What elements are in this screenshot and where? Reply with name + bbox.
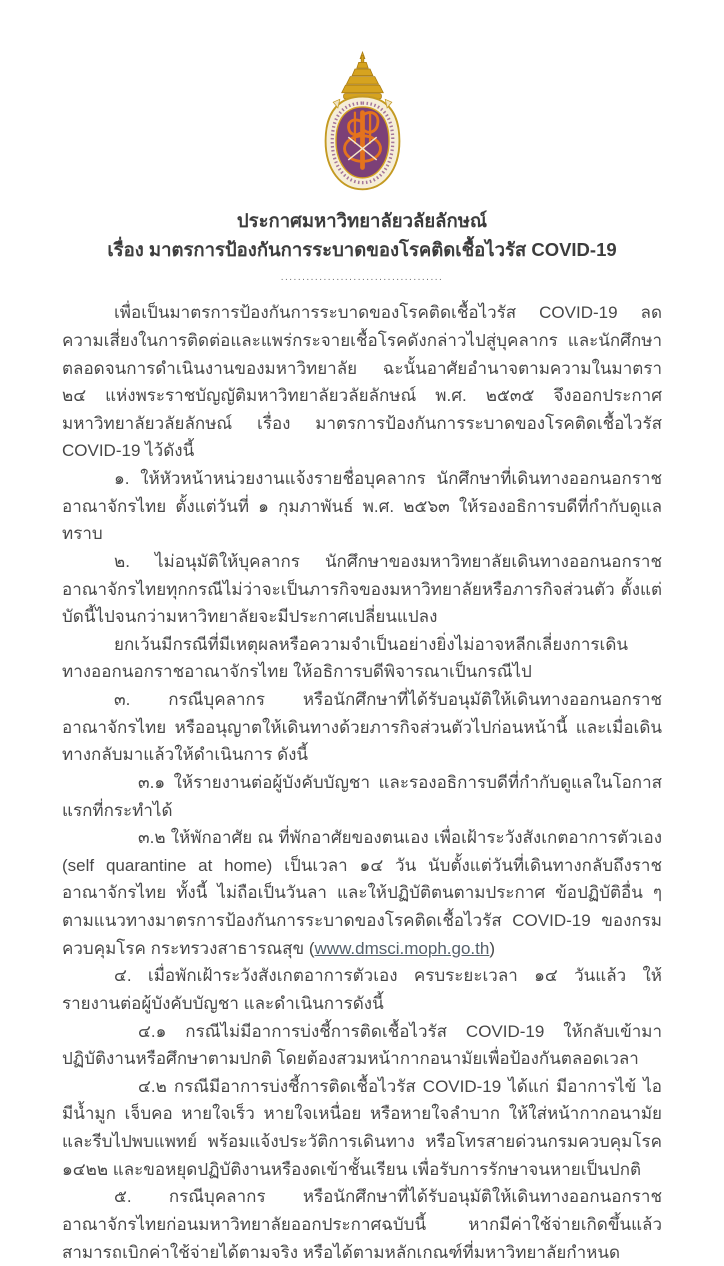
clause-2: ๒. ไม่อนุมัติให้บุคลากร นักศึกษาของมหาวิทยาลัยเดินทางออกนอกราชอาณาจักรไทยทุกกรณีไม่ว่าจะเป็นภารกิจของมหาวิทยาลัยหรือภารกิจส่วนตัว ตั้งแต่บัดนี้ไปจนกว่ามหาวิทยาลัยจะมีประกาศเปลี่ยนแปลง	[62, 551, 662, 627]
announcement-body	[62, 299, 662, 1266]
clause-4-1: ๔.๑ กรณีไม่มีอาการบ่งชี้การติดเชื้อไวรัส COVID-19 ให้กลับเข้ามาปฏิบัติงานหรือศึกษาตามปกติ โดยต้องสวมหน้ากากอนามัยเพื่อป้องกันตลอดเวลา	[62, 1021, 662, 1069]
announcement-title: ประกาศมหาวิทยาลัยวลัยลักษณ์	[236, 210, 488, 231]
moph-website-link[interactable]: www.dmsci.moph.go.th	[314, 938, 490, 958]
clause-1: ๑. ให้หัวหน้าหน่วยงานแจ้งรายชื่อบุคลากร นักศึกษาที่เดินทางออกนอกราชอาณาจักรไทย ตั้งแต่วันที่ ๑ กุมภาพันธ์ พ.ศ. ๒๕๖๓ ให้รองอธิการบดีที่กำกับดูแลทราบ	[62, 469, 662, 544]
crown-spire-icon	[341, 52, 383, 99]
clause-2-exception: ยกเว้นมีกรณีที่มีเหตุผลหรือความจำเป็นอย่างยิ่งไม่อาจหลีกเลี่ยงการเดินทางออกนอกราชอาณาจักรไทย ให้อธิการบดีพิจารณาเป็นกรณีไป	[62, 634, 629, 682]
clause-3-2	[62, 824, 662, 962]
document-header	[62, 52, 662, 199]
clause-3: ๓. กรณีบุคลากร หรือนักศึกษาที่ได้รับอนุมัติให้เดินทางออกนอกราชอาณาจักรไทย หรืออนุญาตให้เดินทางด้วยภารกิจส่วนตัวไปก่อนหน้านี้ และเมื่อเดินทางกลับมาแล้วให้ดำเนินการ ดังนี้	[62, 690, 662, 765]
clause-4: ๔. เมื่อพักเฝ้าระวังสังเกตอาการตัวเอง ครบระยะเวลา ๑๔ วันแล้ว ให้รายงานต่อผู้บังคับบัญชา และดำเนินการดังนี้	[62, 966, 662, 1013]
clause-3-2-text: ๓.๒ ให้พักอาศัย ณ ที่พักอาศัยของตนเอง เพื่อเฝ้าระวังสังเกตอาการตัวเอง (self quarantine at home) เป็นเวลา ๑๔ วัน นับตั้งแต่วันที่เดินทางกลับถึงราชอาณาจักรไทย ทั้งนี้ ไม่ถือเป็นวันลา และให้ปฏิบัติตนตามประกาศ ข้อปฏิบัติอื่น ๆ ตามแนวทางมาตรการป้องกันการระบาดของโรคติดเชื้อไวรัส COVID-19 ของกรมควบคุมโรค กระทรวงสาธารณสุข (	[62, 828, 662, 958]
clause-3-2-text-end: )	[489, 938, 495, 958]
announcement-subject: เรื่อง มาตรการป้องกันการระบาดของโรคติดเชื้อไวรัส COVID-19	[107, 238, 617, 260]
clause-4-2: ๔.๒ กรณีมีอาการบ่งชี้การติดเชื้อไวรัส COVID-19 ได้แก่ มีอาการไข้ ไอ มีน้ำมูก เจ็บคอ หายใจเร็ว หายใจเหนื่อย หรือหายใจลำบาก ให้ใส่หน้ากากอนามัย และรีบไปพบแพทย์ พร้อมแจ้งประวัติการเดินทาง หรือโทรสายด่วนกรมควบคุมโรค ๑๔๒๒ และขอหยุดปฏิบัติงานหรืองดเข้าชั้นเรียน เพื่อรับการรักษาจนหายเป็นปกติ	[62, 1076, 662, 1179]
clause-5: ๕. กรณีบุคลากร หรือนักศึกษาที่ได้รับอนุมัติให้เดินทางออกนอกราชอาณาจักรไทยก่อนมหาวิทยาลัยออกประกาศฉบับนี้ หากมีค่าใช้จ่ายเกิดขึ้นแล้ว สามารถเบิกค่าใช้จ่ายได้ตามจริง หรือได้ตามหลักเกณฑ์ที่มหาวิทยาลัยกำหนด	[62, 1187, 662, 1262]
clause-3-1: ๓.๑ ให้รายงานต่อผู้บังคับบัญชา และรองอธิการบดีที่กำกับดูแลในโอกาสแรกที่กระทำได้	[62, 772, 662, 820]
dotted-separator: ......................................	[280, 272, 444, 284]
paragraph-intro: เพื่อเป็นมาตรการป้องกันการระบาดของโรคติดเชื้อไวรัส COVID-19 ลดความเสี่ยงในการติดต่อและแพร่กระจายเชื้อโรคดังกล่าวไปสู่บุคลากร และนักศึกษา ตลอดจนการดำเนินงานของมหาวิทยาลัย ฉะนั้นอาศัยอำนาจตามความในมาตรา ๒๔ แห่งพระราชบัญญัติมหาวิทยาลัยวลัยลักษณ์ พ.ศ. ๒๕๓๕ จึงออกประกาศมหาวิทยาลัยวลัยลักษณ์ เรื่อง มาตรการป้องกันการระบาดของโรคติดเชื้อไวรัส COVID-19 ไว้ดังนี้	[62, 303, 662, 461]
university-emblem-logo	[315, 52, 410, 194]
